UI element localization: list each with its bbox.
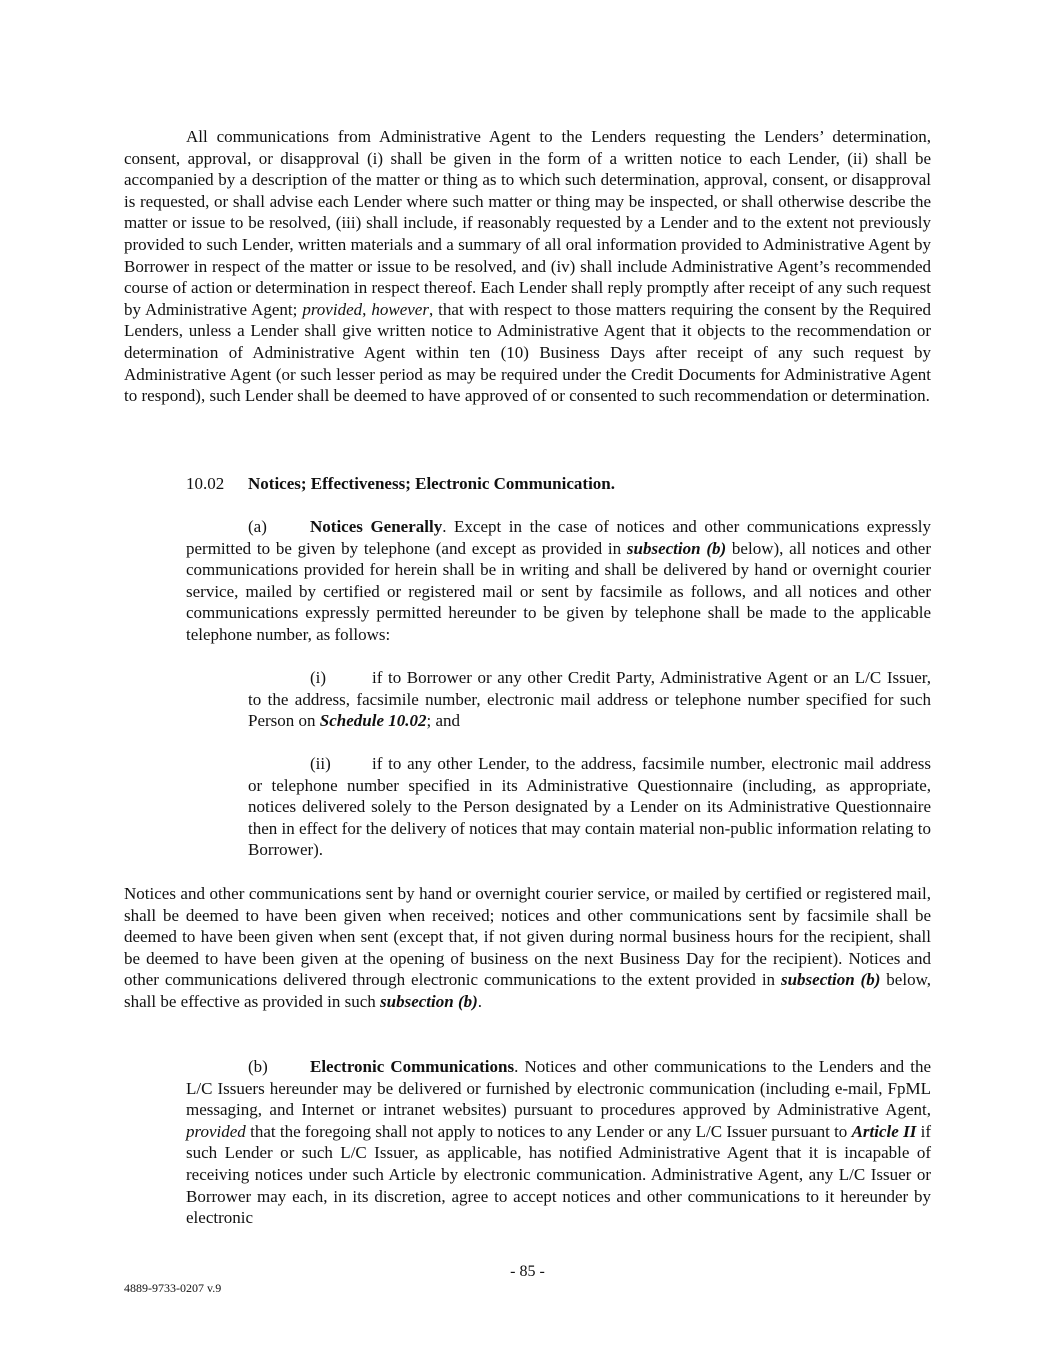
intro-rest: , that with respect to those matters requiring the consent by the Required Lenders, unless a Lender shall give written notice to Administrative Agent that it objects to the recommendation or determination of Administrative Agent within ten (10) Business Days after receipt of any such request by Administrative Agent (or such lesser period as may be required under the Credit Documents for Administrative Agent to respond), such Lender shall be deemed to have approved of or consented to such recommendation or determination. [124,299,932,406]
page-number: - 85 - [510,1263,545,1280]
subsection-b [186,1056,931,1229]
clause-i-text-1: if to Borrower or any other Credit Party, Administrative Agent or an L/C Issuer, to the address, facsimile number, electronic mail address or telephone number specified for such Person on [248,668,931,731]
intro-text: All communications from Administrative Agent to the Lenders requesting the Lenders’ determination, consent, approval, or disapproval (i) shall be given in the form of a written notice to each Lender, (ii) shall be accompanied by a description of the matter or thing as to which such determination, approval, consent, or disapproval is requested, or shall advise each Lender where such matter or thing may be inspected, or shall otherwise describe the matter or issue to be resolved, (iii) shall include, if reasonably requested by a Lender and to the extent not previously provided to such Lender, written materials and a summary of all oral information provided to Administrative Agent by Borrower in respect of the matter or issue to be resolved, and (iv) shall include Administrative Agent’s recommended course of action or determination in respect thereof. Each Lender shall reply promptly after receipt of any such request by Administrative Agent; [124,127,931,319]
effectiveness-text-2: below, shall be effective as provided in such [124,970,931,1011]
effectiveness-text-1: Notices and other communications sent by hand or overnight courier service, or mailed by certified or registered mail, shall be deemed to have been given when received; notices and other communications sent by facsimile shall be deemed to have been given when sent (except that, if not given during normal business hours for the recipient, shall be deemed to have been given at the opening of business on the next Business Day for the recipient). Notices and other communications delivered through electronic communications to the extent provided in [124,884,931,990]
clause-i-text-2: ; and [426,711,461,731]
section-heading [186,473,615,495]
article-reference: Article II [851,1121,917,1141]
subsection-a-title: Notices Generally [310,517,443,536]
comma: , [362,299,372,319]
section-title: Notices; Effectiveness; Electronic Communication. [248,474,615,493]
clause-i [248,667,931,732]
subsection-b-title: Electronic Communications [310,1057,515,1076]
subsection-b-text-3: if such Lender or such L/C Issuer, as applicable, has notified Administrative Agent that it is incapable of receiving notices under such Article by electronic communication. Administrative Agent, any L/C Issuer or Borrower may each, in its discretion, agree to accept notices and other communications to it hereunder by electronic [186,1121,931,1228]
schedule-reference: Schedule 10.02 [319,711,427,731]
clause-i-label: (i) [310,668,327,687]
subsection-b-reference-1: subsection (b) [780,970,881,990]
subsection-a [186,516,931,646]
clause-ii-text: if to any other Lender, to the address, facsimile number, electronic mail address or telephone number specified in its Administrative Questionnaire (including, as appropriate, notices delivered solely to the Person designated by a Lender on its Administrative Questionnaire then in effect for the delivery of notices that may contain material non-public information relating to Borrower). [248,754,931,860]
clause-ii [248,753,931,861]
clause-ii-label: (ii) [310,754,331,773]
intro-paragraph [124,126,931,407]
subsection-b-label: (b) [248,1057,268,1076]
effectiveness-paragraph [124,883,931,1013]
section-number: 10.02 [186,474,225,493]
document-id: 4889-9733-0207 v.9 [124,1281,222,1295]
provided-term: provided [302,299,363,319]
subsection-a-text-1: . Except in the case of notices and other communications expressly permitted to be given by telephone (and except as provided in [186,517,931,558]
subsection-a-text-2: below), all notices and other communications provided for herein shall be in writing and shall be delivered by hand or overnight courier service, mailed by certified or registered mail or sent by facsimile as follows, and all notices and other communications expressly permitted hereunder to be given by telephone shall be made to the applicable telephone number, as follows: [186,538,932,644]
subsection-b-text-2: that the foregoing shall not apply to notices to any Lender or any L/C Issuer pursuant to [245,1121,852,1141]
effectiveness-text-3: . [477,991,483,1011]
however-term: however [371,299,429,319]
subsection-a-label: (a) [248,517,267,536]
subsection-b-reference-2: subsection (b) [380,991,478,1011]
subsection-b-text-1: . Notices and other communications to the Lenders and the L/C Issuers hereunder may be delivered or furnished by electronic communication (including e-mail, FpML messaging, and Internet or intranet websites) pursuant to procedures approved by Administrative Agent, [186,1057,931,1120]
provided-term-b: provided [186,1121,246,1141]
subsection-b-reference: subsection (b) [626,538,727,558]
